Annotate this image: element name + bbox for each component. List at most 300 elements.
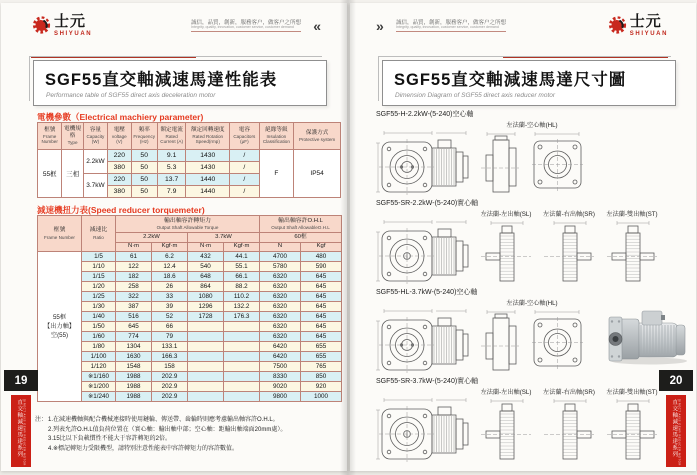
div: Output Shaft AllowableO.H.L <box>271 225 330 231</box>
footnote-text: 2.列表允許O.H.L值負荷位置在（實心軸：輸出軸中部；空心軸：距輸出軸端面20mm處）。 <box>48 426 287 433</box>
div <box>479 120 585 196</box>
div: 電壓 <box>113 127 125 134</box>
column-header <box>294 123 341 150</box>
table-cell: 79 <box>152 332 188 342</box>
column-header <box>260 216 342 233</box>
column-header <box>260 233 342 243</box>
table-cell: 920 <box>301 382 342 392</box>
div <box>479 130 585 196</box>
table-cell: 182 <box>116 272 152 282</box>
table-cell: 1630 <box>116 352 152 362</box>
table-row <box>38 312 342 322</box>
ratio-cell: 1/100 <box>82 352 116 362</box>
column-header <box>301 243 342 252</box>
model-label: SGF55-HL-3.7kW-(5-240)空心軸 <box>376 289 478 296</box>
column-header <box>188 243 224 252</box>
chevron-right-icon: » <box>376 18 384 34</box>
ratio-cell: 1/5 <box>82 252 116 262</box>
column-header <box>230 123 259 150</box>
table-cell: 202.9 <box>152 372 188 382</box>
div <box>479 308 585 374</box>
page-subtitle: Performance table of SGF55 direct axis deceleration motor <box>46 92 216 99</box>
div <box>605 209 659 285</box>
side-view-both-shaft-drawing <box>605 397 659 463</box>
table-cell: / <box>230 150 259 162</box>
model-label: SGF55-SR-2.2kW-(5-240)實心軸 <box>376 200 479 207</box>
table-cell: 13.7 <box>157 174 185 186</box>
table-cell: 132.2 <box>224 302 260 312</box>
div: Capacitors (μF) <box>233 134 256 145</box>
div: Kgf·m <box>233 243 250 250</box>
front-view-drawing <box>376 395 470 463</box>
ratio-cell: 1/50 <box>82 322 116 332</box>
table-cell: 1000 <box>301 392 342 402</box>
table-cell <box>224 322 260 332</box>
table-cell: 176.3 <box>224 312 260 322</box>
table-cell: / <box>230 162 259 174</box>
table-cell: 655 <box>301 342 342 352</box>
table-cell: 5780 <box>260 262 301 272</box>
ratio-cell: 1/20 <box>82 282 116 292</box>
table-cell: 540 <box>188 262 224 272</box>
table-cell: 380 <box>108 162 131 174</box>
capacity-cell: 3.7kW <box>83 174 107 198</box>
table-row <box>38 252 342 262</box>
div: Output Shaft Allowable Torque <box>156 225 219 231</box>
div: Insulation Classification <box>262 134 290 145</box>
torque-section-title: 減速機扭力表(Speed reducer torquemeter) <box>37 205 205 215</box>
table-cell: 480 <box>301 252 342 262</box>
side-view-left-shaft-drawing <box>479 397 533 463</box>
view-label: 左法蘭-左出軸(SL) <box>480 389 532 396</box>
table-cell: 61 <box>116 252 152 262</box>
column-header <box>152 243 188 252</box>
footnote-line <box>35 426 337 436</box>
table-cell <box>188 352 224 362</box>
table-cell: 645 <box>301 282 342 292</box>
gear-logo-icon <box>607 14 628 36</box>
table-cell: 1548 <box>116 362 152 372</box>
table-cell: 6320 <box>260 292 301 302</box>
table-row <box>38 262 342 272</box>
page-number: 20 <box>659 370 693 391</box>
table-cell: 850 <box>301 372 342 382</box>
tr <box>38 123 341 150</box>
table-cell: 6320 <box>260 312 301 322</box>
table-cell: 166.3 <box>152 352 188 362</box>
header-rule <box>503 56 668 58</box>
ratio-cell: 1/10 <box>82 262 116 272</box>
table-cell <box>224 342 260 352</box>
page-title: SGF55直交軸減速馬達性能表 <box>45 71 278 89</box>
footnote-text: 4.※標記轉矩力受限機型，請特別注意性能表中容許轉矩力的容許數值。 <box>48 445 239 452</box>
table-row <box>38 322 342 332</box>
page-title-box <box>33 60 327 106</box>
div: Type <box>67 140 78 146</box>
table-cell: 50 <box>131 186 157 198</box>
brand-name-cn: 士元 <box>629 13 662 30</box>
side-view-both-shaft-drawing <box>605 219 659 285</box>
flange-view-drawing <box>529 308 585 374</box>
table-cell: 645 <box>301 312 342 322</box>
footnote-line <box>35 416 337 426</box>
div: 減速比 <box>89 227 108 234</box>
torque-table <box>37 215 342 402</box>
table-cell <box>224 392 260 402</box>
view-label: 左法蘭-右出軸(SR) <box>543 211 595 218</box>
tbody <box>38 150 341 198</box>
div <box>376 387 692 463</box>
table-cell: 322 <box>116 292 152 302</box>
div: 額定電流 <box>160 127 183 134</box>
div <box>479 298 585 374</box>
brand-logo <box>31 14 92 37</box>
side-tab-label-cn: 直交軸減速馬達系列 <box>671 399 678 458</box>
view-label: 左法蘭-雙出軸(ST) <box>606 211 658 218</box>
table-cell: / <box>230 186 259 198</box>
table-cell: 9020 <box>260 382 301 392</box>
div: voltage (V) <box>111 134 127 145</box>
table-cell <box>188 382 224 392</box>
table-cell <box>224 332 260 342</box>
dimension-sections <box>376 109 692 465</box>
ratio-cell: ※1/160 <box>82 372 116 382</box>
div <box>542 209 596 285</box>
table-row <box>38 272 342 282</box>
side-tab-label-en: DIRECT AXIS GEAR REDUCER MOTOR <box>22 399 27 466</box>
model-label: SGF55-SR-3.7kW-(5-240)實心軸 <box>376 378 479 385</box>
table-cell <box>188 342 224 352</box>
footnote-line <box>35 435 337 445</box>
div: Rated Rotation Speed(rmp) <box>192 134 224 145</box>
frame-cell: 55框 【出力軸】 空(55) <box>38 252 82 402</box>
thead <box>38 123 341 150</box>
page-header <box>350 12 696 52</box>
side-view-hollow-shaft-drawing <box>479 308 521 374</box>
page-right <box>350 3 696 471</box>
table-cell: 1296 <box>188 302 224 312</box>
model-label: SGF55-H-2.2kW-(5-240)空心軸 <box>376 111 474 118</box>
table-cell: 6320 <box>260 282 301 292</box>
table-cell: 7.9 <box>157 186 185 198</box>
table-cell: 66 <box>152 322 188 332</box>
column-header <box>259 123 294 150</box>
div: 框號 <box>44 127 56 134</box>
table-row <box>38 302 342 312</box>
page-title: SGF55直交軸減速馬達尺寸圖 <box>394 71 627 89</box>
column-header <box>38 216 82 252</box>
column-header <box>108 123 131 150</box>
column-header <box>260 243 301 252</box>
flange-view-drawing <box>529 130 585 196</box>
table-cell: 220 <box>108 174 131 186</box>
table-cell: 6320 <box>260 332 301 342</box>
product-photo <box>604 304 692 366</box>
ratio-cell: 1/80 <box>82 342 116 352</box>
table-cell: 645 <box>301 332 342 342</box>
ratio-cell: 1/15 <box>82 272 116 282</box>
table-cell: 258 <box>116 282 152 292</box>
table-cell: 52 <box>152 312 188 322</box>
table-row <box>38 392 342 402</box>
table-cell <box>188 332 224 342</box>
table-row <box>38 292 342 302</box>
view-label: 左法蘭-雙出軸(ST) <box>606 389 658 396</box>
div: Capacity (W) <box>86 134 105 145</box>
brand-logo <box>607 14 668 37</box>
insulation-cell: F <box>259 150 294 198</box>
footnotes <box>35 416 337 454</box>
view-label: 左法蘭-右出軸(SR) <box>543 389 595 396</box>
front-view-drawing <box>376 128 470 196</box>
column-header <box>116 243 152 252</box>
table-cell: 1430 <box>186 162 230 174</box>
footnote-text: 1.在減速機軸與配合機械連接時使用鏈輪、傳送帶、齒輪時則應考慮輸出軸容許O.H.L。 <box>48 417 279 423</box>
table-cell <box>188 392 224 402</box>
table-cell: 66.1 <box>224 272 260 282</box>
div: 絕緣等級 <box>265 127 288 134</box>
div: Ratio <box>93 234 104 240</box>
table-cell: 516 <box>116 312 152 322</box>
page-subtitle: Dimension Diagram of SGF55 direct axis reducer motor <box>395 92 556 99</box>
column-header <box>116 233 188 243</box>
table-cell: 39 <box>152 302 188 312</box>
capacity-cell: 2.2kW <box>83 150 107 174</box>
table-cell: 1728 <box>188 312 224 322</box>
header-rule <box>31 56 196 58</box>
table-cell: 432 <box>188 252 224 262</box>
thead <box>38 216 342 252</box>
column-header <box>116 216 260 233</box>
div: 保護方式 <box>305 129 329 136</box>
table-row <box>38 362 342 372</box>
brand-name-cn: 士元 <box>54 13 87 30</box>
table-cell: 4700 <box>260 252 301 262</box>
table-cell: 50 <box>131 174 157 186</box>
table-cell: 645 <box>301 272 342 282</box>
table-row <box>38 282 342 292</box>
div: 60框 <box>294 233 307 240</box>
table-cell: 6420 <box>260 342 301 352</box>
column-header <box>83 123 107 150</box>
dimension-section <box>376 198 692 287</box>
footnote-label: 注： <box>35 417 48 423</box>
footnote-text: 3.15比以下負載慣性不能大于容許轉矩的2倍。 <box>48 436 172 443</box>
table-cell <box>188 322 224 332</box>
table-cell: 33 <box>152 292 188 302</box>
dimension-section <box>376 287 692 376</box>
div: N <box>277 243 283 250</box>
table-cell: 387 <box>116 302 152 312</box>
table-cell: 12.4 <box>152 262 188 272</box>
div: N·m <box>127 243 140 250</box>
div: 電機規格 <box>64 126 81 140</box>
div <box>479 387 533 463</box>
div: Rated Current (A) <box>160 134 184 145</box>
column-header <box>82 216 116 252</box>
table-cell: 645 <box>301 322 342 332</box>
div: Frame Number <box>41 134 58 145</box>
table-cell: 655 <box>301 352 342 362</box>
table-cell: 26 <box>152 282 188 292</box>
gear-logo-icon <box>31 14 52 36</box>
column-header <box>188 233 260 243</box>
page-header <box>1 12 347 52</box>
table-row <box>38 372 342 382</box>
table-cell <box>188 372 224 382</box>
div <box>376 120 692 196</box>
tr <box>38 216 342 233</box>
electrical-section-title: 電機參數（Electrical machiery parameter) <box>37 112 204 122</box>
table-cell: 110.2 <box>224 292 260 302</box>
table-cell: 1304 <box>116 342 152 352</box>
table-cell: 6.2 <box>152 252 188 262</box>
table-cell: 122 <box>116 262 152 272</box>
table-cell: 158 <box>152 362 188 372</box>
table-row <box>38 352 342 362</box>
table-row <box>38 332 342 342</box>
table-row <box>38 382 342 392</box>
side-tab <box>11 395 31 467</box>
div: 3.7kW <box>215 233 232 240</box>
ratio-cell: 1/120 <box>82 362 116 372</box>
table-cell: 5.3 <box>157 162 185 174</box>
side-tab-label-en: DIRECT AXIS GEAR REDUCER MOTOR <box>677 399 682 466</box>
table-cell: 6320 <box>260 272 301 282</box>
view-label: 左法蘭-空心軸(HL) <box>506 122 558 129</box>
table-cell: 88.2 <box>224 282 260 292</box>
div: 2.2kW <box>143 233 160 240</box>
table-cell: 645 <box>301 302 342 312</box>
ratio-cell: 1/30 <box>82 302 116 312</box>
protection-cell: IP54 <box>294 150 341 198</box>
table-cell: 1988 <box>116 382 152 392</box>
table-cell <box>224 372 260 382</box>
chevron-left-icon: « <box>313 18 321 34</box>
table-cell: 590 <box>301 262 342 272</box>
table-cell: 1440 <box>186 174 230 186</box>
div: 電容 <box>238 127 250 134</box>
frame-cell: 55框 <box>38 150 62 198</box>
div: 框號 <box>53 227 66 234</box>
table-cell: 765 <box>301 362 342 372</box>
div <box>605 387 659 463</box>
table-cell: 380 <box>108 186 131 198</box>
div: Frequency (Hz) <box>133 134 156 145</box>
column-header <box>224 243 260 252</box>
page-title-box <box>382 60 676 106</box>
table-cell <box>224 382 260 392</box>
brand-name-en: SHIYUAN <box>629 31 668 37</box>
table-cell: 774 <box>116 332 152 342</box>
ratio-cell: ※1/240 <box>82 392 116 402</box>
div: Kgf·m <box>161 243 178 250</box>
table-cell: 645 <box>116 322 152 332</box>
table-cell: 7500 <box>260 362 301 372</box>
ratio-cell: ※1/200 <box>82 382 116 392</box>
ratio-cell: 1/60 <box>82 332 116 342</box>
div: 輸出軸容許O.H.L <box>278 217 323 224</box>
table-cell: 1440 <box>186 186 230 198</box>
brand-tagline: 誠信，品質，創新，服務客户，做客户之所想 Integrity, quality, innovation, customer service, customer demand <box>396 20 506 32</box>
side-tab-label-cn: 直交軸減速馬達系列 <box>16 399 23 458</box>
column-header <box>131 123 157 150</box>
table-cell <box>224 362 260 372</box>
side-view-hollow-shaft-drawing <box>479 130 521 196</box>
view-label: 左法蘭-空心軸(HL) <box>506 300 558 307</box>
electrical-table <box>37 122 341 198</box>
table-cell: 220 <box>108 150 131 162</box>
table-cell: 18.6 <box>152 272 188 282</box>
table-cell: 1080 <box>188 292 224 302</box>
ratio-cell: 1/25 <box>82 292 116 302</box>
footnote-line <box>35 445 337 455</box>
div: Protective system <box>298 136 336 142</box>
div <box>542 387 596 463</box>
ratio-cell: 1/40 <box>82 312 116 322</box>
dimension-section <box>376 376 692 465</box>
column-header <box>157 123 185 150</box>
table-cell <box>188 362 224 372</box>
front-view-drawing <box>376 217 470 285</box>
table-cell: 133.1 <box>152 342 188 352</box>
column-header <box>38 123 62 150</box>
column-header <box>186 123 230 150</box>
tbody <box>38 252 342 402</box>
table-cell: 6320 <box>260 302 301 312</box>
div: 額定回轉速度 <box>190 127 225 134</box>
table-cell: 1988 <box>116 392 152 402</box>
dimension-section <box>376 109 692 198</box>
page-number: 19 <box>4 370 38 391</box>
table-cell: 202.9 <box>152 382 188 392</box>
table-cell: 648 <box>188 272 224 282</box>
page-gutter <box>340 0 356 475</box>
table-cell: 1430 <box>186 150 230 162</box>
column-header <box>62 123 83 150</box>
table-cell: 6420 <box>260 352 301 362</box>
div: 頻率 <box>138 127 150 134</box>
page-left <box>1 3 347 471</box>
phase-cell: 三相 <box>62 150 83 198</box>
div: Kgf <box>316 243 326 250</box>
div: Frame Number <box>44 234 75 240</box>
table-cell: 44.1 <box>224 252 260 262</box>
table-cell: 50 <box>131 162 157 174</box>
table-cell: 9.1 <box>157 150 185 162</box>
table-cell: 55.1 <box>224 262 260 272</box>
div <box>479 209 533 285</box>
side-view-right-shaft-drawing <box>542 397 596 463</box>
table-cell: 8330 <box>260 372 301 382</box>
view-label: 左法蘭-左出軸(SL) <box>480 211 532 218</box>
brand-name-en: SHIYUAN <box>54 31 93 37</box>
table-row <box>38 150 341 162</box>
table-cell: 645 <box>301 292 342 302</box>
table-row <box>38 342 342 352</box>
side-tab <box>666 395 686 467</box>
div: 容量 <box>89 127 102 134</box>
front-view-drawing <box>376 306 470 374</box>
table-cell: 6320 <box>260 322 301 332</box>
table-cell: 202.9 <box>152 392 188 402</box>
side-view-left-shaft-drawing <box>479 219 533 285</box>
side-view-right-shaft-drawing <box>542 219 596 285</box>
brand-tagline: 誠信，品質，創新，服務客户，做客户之所想 Integrity, quality, innovation, customer service, customer demand <box>191 20 301 32</box>
table-cell: 50 <box>131 150 157 162</box>
table-cell: / <box>230 174 259 186</box>
div <box>376 298 692 374</box>
